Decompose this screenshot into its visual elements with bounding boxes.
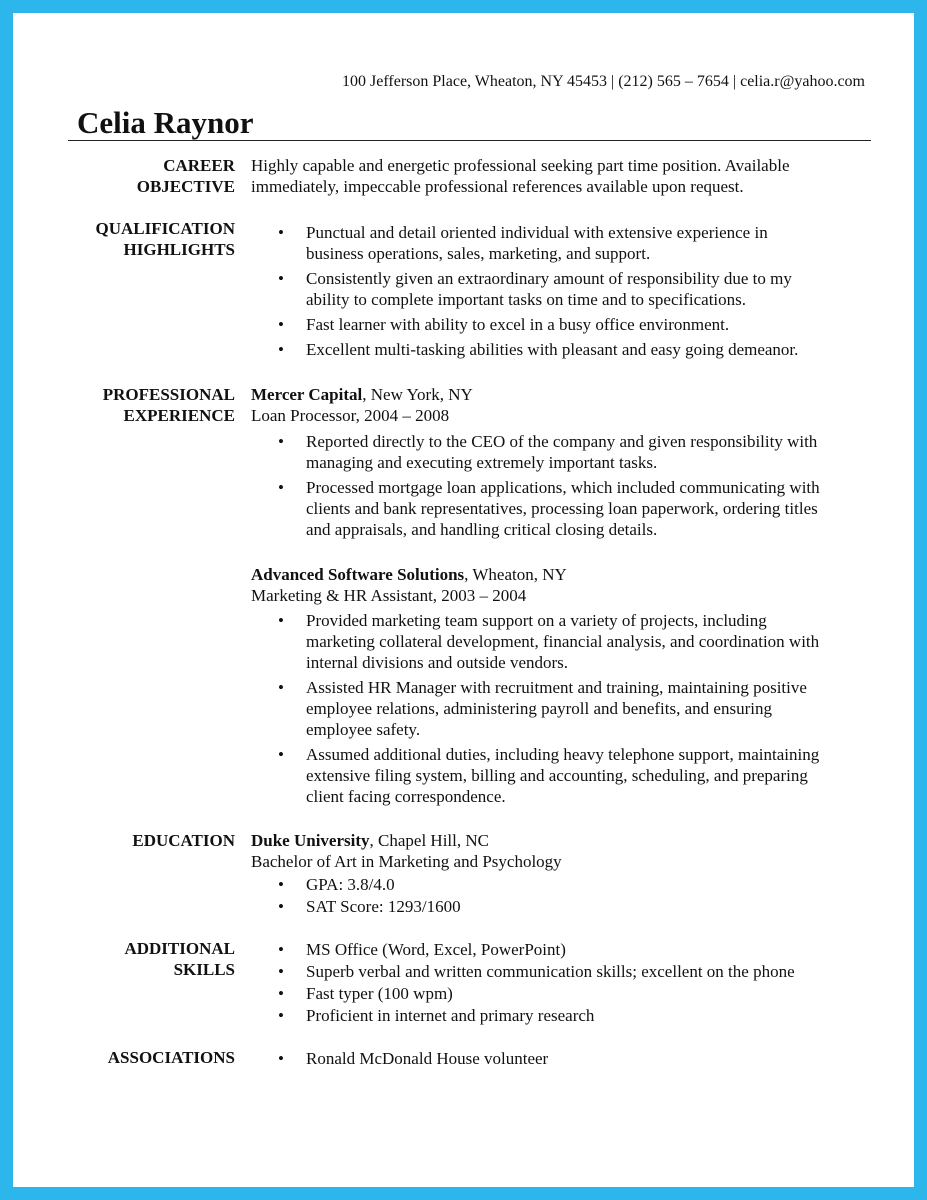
bullet-text-line: managing and executing extremely important tasks.: [306, 453, 658, 472]
bullet-icon: •: [278, 223, 284, 242]
header-divider: [68, 140, 871, 141]
bullet-item: [251, 268, 866, 310]
label-line: EXPERIENCE: [123, 406, 235, 425]
label-line: OBJECTIVE: [136, 177, 235, 196]
bullet-text-line: Reported directly to the CEO of the company and given responsibility with: [306, 432, 818, 451]
section-label-education: [20, 830, 235, 851]
bullet-icon: •: [278, 1006, 284, 1025]
text-line: Highly capable and energetic professional seeking part time position. Available: [251, 156, 790, 175]
bullet-icon: •: [278, 478, 284, 497]
job-location: , Wheaton, NY: [464, 565, 567, 584]
bullet-text-line: GPA: 3.8/4.0: [306, 875, 395, 894]
skills-list: [251, 939, 866, 1026]
bullet-item: [251, 1048, 866, 1069]
bullet-item: [251, 874, 866, 895]
bullet-item: [251, 744, 866, 807]
bullet-text-line: Ronald McDonald House volunteer: [306, 1049, 549, 1068]
section-label-associations: [20, 1047, 235, 1068]
label-line: ADDITIONAL: [124, 939, 235, 958]
bullet-text-line: client facing correspondence.: [306, 787, 506, 806]
section-label-qualification-highlights: [20, 218, 235, 260]
bullet-text-line: business operations, sales, marketing, and support.: [306, 244, 651, 263]
bullet-text-line: extensive filing system, billing and accounting, scheduling, and preparing: [306, 766, 808, 785]
job-header-mercer: [251, 384, 866, 426]
bullet-item: [251, 896, 866, 917]
bullet-icon: •: [278, 1049, 284, 1068]
education-header: [251, 830, 866, 872]
bullet-icon: •: [278, 611, 284, 630]
bullet-item: [251, 983, 866, 1004]
school-line: [251, 830, 866, 851]
job-company-line: [251, 564, 866, 585]
school-location: , Chapel Hill, NC: [369, 831, 489, 850]
bullet-text-line: internal divisions and outside vendors.: [306, 653, 569, 672]
label-line: QUALIFICATION: [95, 219, 235, 238]
text-line: immediately, impeccable professional references available upon request.: [251, 177, 744, 196]
bullet-text-line: clients and bank representatives, processing loan paperwork, ordering titles: [306, 499, 818, 518]
bullet-item: [251, 1005, 866, 1026]
bullet-text-line: Processed mortgage loan applications, which included communicating with: [306, 478, 820, 497]
degree: Bachelor of Art in Marketing and Psychology: [251, 852, 562, 871]
bullet-icon: •: [278, 745, 284, 764]
bullet-item: [251, 339, 866, 360]
bullet-item: [251, 431, 866, 473]
job-duties-list: [251, 431, 866, 540]
bullet-item: [251, 677, 866, 740]
label-line: CAREER: [163, 156, 235, 175]
section-label-professional-experience: [20, 384, 235, 426]
qualification-list: [251, 222, 866, 360]
bullet-item: [251, 222, 866, 264]
candidate-name: Celia Raynor: [77, 105, 254, 140]
education-list: [251, 874, 866, 917]
job-company-line: [251, 384, 866, 405]
bullet-text-line: and appraisals, and handling critical closing details.: [306, 520, 658, 539]
bullet-icon: •: [278, 962, 284, 981]
job-company: Advanced Software Solutions: [251, 565, 465, 584]
bullet-text-line: employee safety.: [306, 720, 421, 739]
bullet-icon: •: [278, 875, 284, 894]
bullet-icon: •: [278, 340, 284, 359]
bullet-text-line: SAT Score: 1293/1600: [306, 897, 461, 916]
job-title: Loan Processor, 2004 – 2008: [251, 406, 450, 425]
bullet-item: [251, 961, 866, 982]
bullet-text-line: Assisted HR Manager with recruitment and training, maintaining positive: [306, 678, 807, 697]
school-name: Duke University: [251, 831, 370, 850]
bullet-text-line: Provided marketing team support on a variety of projects, including: [306, 611, 767, 630]
bullet-icon: •: [278, 432, 284, 451]
bullet-text-line: Fast typer (100 wpm): [306, 984, 453, 1003]
bullet-icon: •: [278, 940, 284, 959]
job-header-advanced-software: [251, 564, 866, 606]
bullet-text-line: MS Office (Word, Excel, PowerPoint): [306, 940, 566, 959]
bullet-text-line: Superb verbal and written communication skills; excellent on the phone: [306, 962, 795, 981]
bullet-item: [251, 939, 866, 960]
associations-list: [251, 1048, 866, 1069]
bullet-icon: •: [278, 269, 284, 288]
bullet-text-line: marketing collateral development, financial analysis, and coordination with: [306, 632, 820, 651]
job-duties-list: [251, 610, 866, 807]
bullet-item: [251, 610, 866, 673]
job-company: Mercer Capital: [251, 385, 363, 404]
bullet-text-line: Fast learner with ability to excel in a busy office environment.: [306, 315, 730, 334]
bullet-text-line: Proficient in internet and primary research: [306, 1006, 595, 1025]
bullet-item: [251, 314, 866, 335]
bullet-text-line: employee relations, administering payroll and benefits, and ensuring: [306, 699, 772, 718]
bullet-icon: •: [278, 897, 284, 916]
label-line: PROFESSIONAL: [102, 385, 235, 404]
label-line: HIGHLIGHTS: [123, 240, 235, 259]
bullet-text-line: Consistently given an extraordinary amount of responsibility due to my: [306, 269, 792, 288]
bullet-icon: •: [278, 315, 284, 334]
label-line: ASSOCIATIONS: [107, 1048, 235, 1067]
label-line: EDUCATION: [132, 831, 235, 850]
bullet-text-line: Assumed additional duties, including heavy telephone support, maintaining: [306, 745, 820, 764]
bullet-text-line: Punctual and detail oriented individual with extensive experience in: [306, 223, 768, 242]
bullet-icon: •: [278, 984, 284, 1003]
objective-text: [251, 155, 866, 197]
bullet-text-line: ability to complete important tasks on time and to specifications.: [306, 290, 747, 309]
contact-line: 100 Jefferson Place, Wheaton, NY 45453 | (212) 565 – 7654 | celia.r@yahoo.com: [342, 73, 865, 90]
section-label-career-objective: [20, 155, 235, 197]
bullet-item: [251, 477, 866, 540]
bullet-text-line: Excellent multi-tasking abilities with pleasant and easy going demeanor.: [306, 340, 799, 359]
job-location: , New York, NY: [362, 385, 473, 404]
section-label-additional-skills: [20, 938, 235, 980]
label-line: SKILLS: [173, 960, 235, 979]
bullet-icon: •: [278, 678, 284, 697]
job-title: Marketing & HR Assistant, 2003 – 2004: [251, 586, 527, 605]
